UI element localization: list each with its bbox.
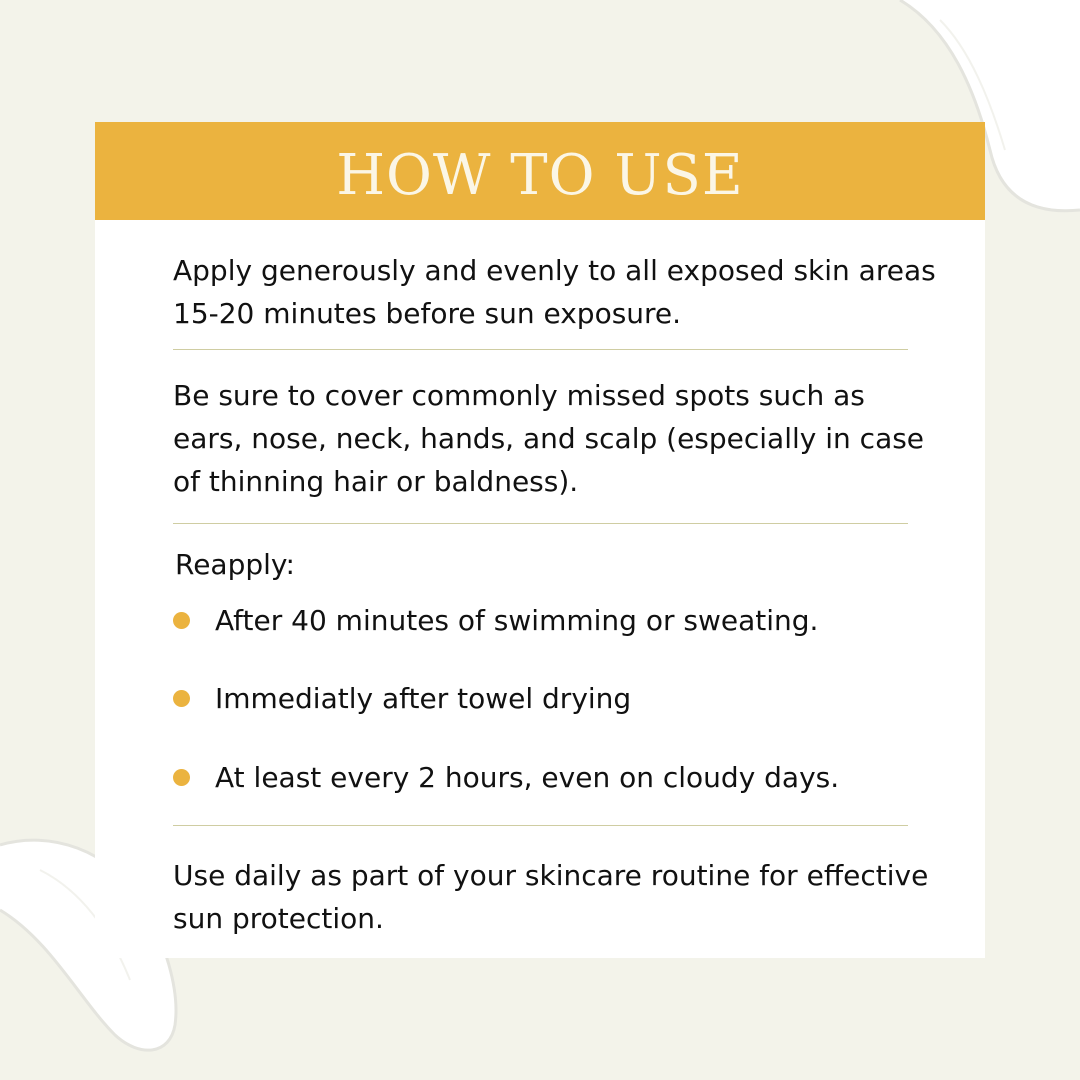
reapply-label: Reapply: [175,548,295,581]
page-title: HOW TO USE [336,142,744,208]
list-item-text: Immediatly after towel drying [215,681,632,715]
divider [173,523,908,524]
title-banner [95,122,985,220]
closing-text: Use daily as part of your skincare routine for effective sun protection. [173,859,929,935]
bullet-dot-icon [173,690,190,707]
list-item [173,598,933,642]
bullet-dot-icon [173,612,190,629]
list-item [173,676,933,720]
list-item-text: At least every 2 hours, even on cloudy days. [215,760,840,794]
bullet-dot-icon [173,769,190,786]
intro-text: Apply generously and evenly to all exposed skin areas 15-20 minutes before sun exposure. [173,254,936,330]
divider [173,349,908,350]
list-item [173,755,933,799]
coverage-text: Be sure to cover commonly missed spots such as ears, nose, neck, hands, and scalp (especially in case of thinning hair or baldness). [173,379,925,498]
instructions-card [95,122,985,958]
divider [173,825,908,826]
list-item-text: After 40 minutes of swimming or sweating. [215,603,819,637]
